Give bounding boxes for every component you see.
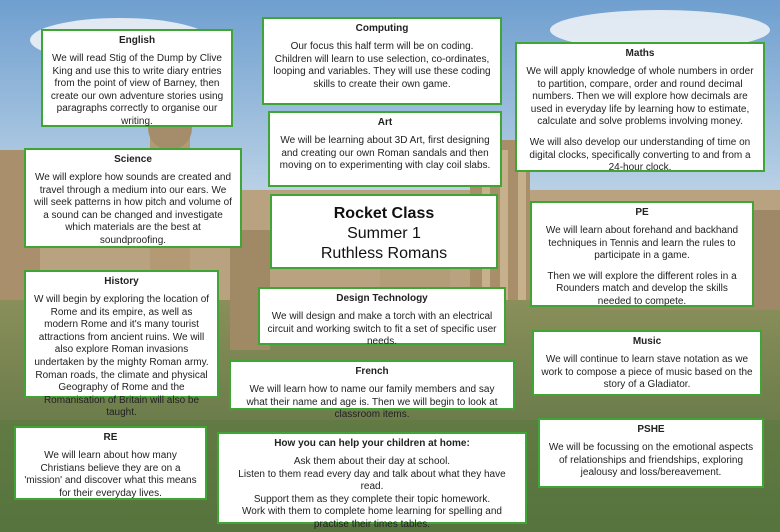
history-heading: History — [104, 276, 139, 287]
re-heading: RE — [103, 432, 118, 443]
title-panel — [270, 194, 498, 269]
maths-text-1: We will apply knowledge of whole numbers in order to partition, compare, order and round decimal numbers. Then we will explore how decimals are used in everyday life by learning how to estimate, calculate and solve problems involving money. — [526, 66, 754, 128]
home-help-line-4: Work with them to complete home learning for spelling and practise their times tables. — [242, 506, 502, 530]
design-technology-section — [258, 287, 506, 348]
pshe-heading: PSHE — [637, 424, 665, 435]
pshe-section — [538, 418, 764, 488]
pe-text-2: Then we will explore the different roles in a Rounders match and develop the skills needed to compete. — [547, 270, 737, 307]
maths-section — [515, 42, 765, 172]
music-heading: Music — [632, 336, 662, 347]
maths-heading: Maths — [625, 48, 655, 59]
home-help-line-2: Listen to them read every day and talk about what they have read. — [238, 468, 506, 493]
home-help-heading: How you can help your children at home: — [274, 438, 470, 449]
french-section — [229, 360, 515, 421]
french-heading: French — [355, 366, 389, 377]
class-name: Rocket Class — [333, 205, 435, 222]
music-section — [532, 330, 762, 396]
science-heading: Science — [114, 154, 152, 165]
maths-text-2: We will also develop our understanding of time on digital clocks, specifically converting to and from a 24-hour clock. — [529, 136, 751, 174]
history-text: W will begin by exploring the location of Rome and its empire, as well as modern Rome and it's many tourist attractions from ancient ruins. We will also explore Roman invasions undertaken by the mighty Roman army. Roman roads, the climate and physical Geography of Rome and the Romanisation of Britain will also be taught. — [33, 294, 210, 419]
english-text: We will read Stig of the Dump by Clive King and use this to write diary entries from the point of view of Barney, then create our own adventure stories using paragraphs correctly to organise our writing. — [50, 53, 224, 127]
computing-text: Our focus this half term will be on coding. Children will learn to use selection, co-ordinates, looping and variables. They will use these coding skills to create their own game. — [273, 41, 491, 90]
english-section — [41, 29, 233, 127]
home-help-line-1: Ask them about their day at school. — [293, 456, 451, 467]
pe-text-1: We will learn about forehand and backhand techniques in Tennis and learn the rules to participate in a game. — [545, 225, 739, 262]
science-text: We will explore how sounds are created and travel through a medium into our ears. We will seek patterns in how pitch and volume of a sound can be changed and investigate which materials are the best at soundproofing. — [34, 172, 232, 246]
english-heading: English — [118, 35, 156, 46]
music-text: We will continue to learn stave notation as we work to compose a piece of music based on the story of a Gladiator. — [541, 354, 753, 391]
computing-heading: Computing — [355, 23, 409, 34]
design-technology-heading: Design Technology — [336, 293, 428, 304]
home-help-section — [217, 432, 527, 530]
art-text: We will be learning about 3D Art, first designing and creating our own Roman sandals and then moving on to experimenting with clay coil slabs. — [279, 135, 491, 172]
re-section — [14, 426, 207, 500]
history-section — [24, 270, 219, 419]
pe-section — [530, 201, 754, 307]
home-help-line-3: Support them as they complete their topic homework. — [253, 493, 491, 505]
science-section — [24, 148, 242, 248]
term-name: Summer 1 — [347, 225, 421, 242]
computing-section — [262, 17, 502, 105]
re-text: We will learn about how many Christians believe they are on a 'mission' and discover what this means for their everyday lives. — [24, 450, 197, 499]
pe-heading: PE — [635, 207, 649, 218]
art-section — [268, 111, 502, 187]
art-heading: Art — [377, 117, 393, 128]
pshe-text: We will be focussing on the emotional aspects of relationships and friendships, exploring jealousy and loss/bereavement. — [548, 442, 754, 479]
french-text: We will learn how to name our family members and say what their name and age is. Then we will begin to look at classroom items. — [246, 384, 498, 421]
topic-name: Ruthless Romans — [320, 245, 448, 262]
design-technology-text: We will design and make a torch with an electrical circuit and working switch to fit a set of specific user needs. — [267, 311, 497, 348]
